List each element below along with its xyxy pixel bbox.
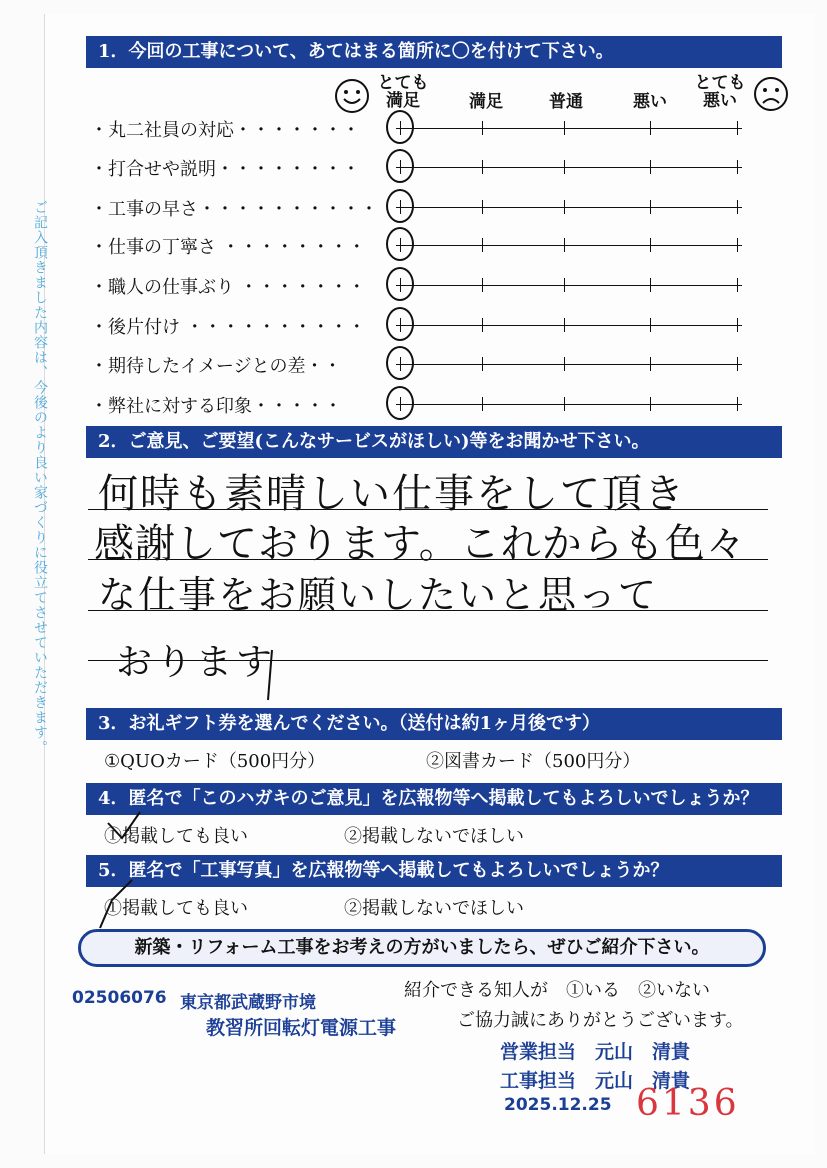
q4-title-bar: 4．匿名で「このハガキのご意見」を広報物等へ掲載してもよろしいでしょうか？ <box>86 783 782 815</box>
q2-title-bar: 2．ご意見、ご要望(こんなサービスがほしい)等をお聞かせ下さい。 <box>86 426 782 458</box>
q1-scale-tick-4[interactable] <box>737 160 738 174</box>
referral-banner <box>78 929 766 967</box>
referral-question: 紹介できる知人が ①いる ②いない <box>404 980 710 1001</box>
q1-scale-tick-1[interactable] <box>482 160 483 174</box>
handwritten-answer-line-2: 感謝しております。これからも色々 <box>94 521 747 567</box>
q1-title-bar: 1．今回の工事について、あてはまる箇所に〇を付けて下さい。 <box>86 36 782 68</box>
scale-very-bad: とても悪い <box>694 73 746 111</box>
q4-option-deny[interactable]: ②掲載しないでほしい <box>344 826 524 847</box>
q1-scale-tick-2[interactable] <box>564 238 565 252</box>
referral-thanks: ご協力誠にありがとうございます。 <box>457 1010 744 1031</box>
construction-rep: 工事担当 元山 清貴 <box>500 1070 691 1092</box>
q1-scale-tick-3[interactable] <box>650 357 651 371</box>
q1-selected-circle <box>386 386 414 420</box>
q1-scale-tick-4[interactable] <box>737 397 738 411</box>
referral-banner-text: 新築・リフォーム工事をお考えの方がいましたら、ぜひご紹介下さい。 <box>134 937 710 958</box>
q1-scale-tick-4[interactable] <box>737 121 738 135</box>
scale-very-satisfied: とても満足 <box>377 73 429 111</box>
q1-scale-tick-3[interactable] <box>650 278 651 292</box>
handwritten-answer-line-4: おります <box>116 642 277 683</box>
smile-face-icon <box>334 78 370 118</box>
q3-option-tosho[interactable]: ②図書カード（500円分） <box>426 751 641 772</box>
q1-scale-tick-4[interactable] <box>737 278 738 292</box>
frown-face-icon <box>753 76 789 116</box>
q1-item-label: ・工事の早さ・・・・・・・・・・ <box>90 199 378 220</box>
q1-scale-tick-2[interactable] <box>564 278 565 292</box>
q1-selected-circle <box>386 267 414 301</box>
q1-selected-circle <box>386 110 414 144</box>
handwritten-answer-line-3: な仕事をお願いしたいと思って <box>98 573 659 617</box>
q1-item-label: ・期待したイメージとの差・・ <box>90 356 342 377</box>
project-name: 教習所回転灯電源工事 <box>206 1017 397 1039</box>
q1-scale-tick-4[interactable] <box>737 318 738 332</box>
q1-scale-tick-4[interactable] <box>737 200 738 214</box>
q1-selected-circle <box>386 189 414 223</box>
q1-scale-tick-2[interactable] <box>564 200 565 214</box>
q1-scale-tick-3[interactable] <box>650 200 651 214</box>
q1-item-label: ・職人の仕事ぶり ・・・・・・・ <box>90 277 366 298</box>
q1-scale-tick-3[interactable] <box>650 121 651 135</box>
date: 2025.12.25 <box>504 1095 612 1115</box>
q1-scale-tick-3[interactable] <box>650 318 651 332</box>
q1-selected-circle <box>386 149 414 183</box>
q1-scale-tick-1[interactable] <box>482 278 483 292</box>
q5-option-allow[interactable]: ①掲載しても良い <box>104 898 248 919</box>
q1-scale-tick-4[interactable] <box>737 238 738 252</box>
scale-satisfied: 満足 <box>469 92 503 112</box>
q1-scale-tick-4[interactable] <box>737 357 738 371</box>
sales-rep: 営業担当 元山 清貴 <box>500 1041 691 1063</box>
q1-scale-tick-1[interactable] <box>482 200 483 214</box>
q1-scale-tick-1[interactable] <box>482 397 483 411</box>
q1-scale-tick-2[interactable] <box>564 121 565 135</box>
q1-scale-tick-3[interactable] <box>650 160 651 174</box>
q1-item-label: ・弊社に対する印象・・・・・ <box>90 396 342 417</box>
handwritten-number: 6136 <box>636 1083 740 1124</box>
q1-scale-tick-2[interactable] <box>564 160 565 174</box>
q1-scale-tick-3[interactable] <box>650 238 651 252</box>
q1-scale-tick-2[interactable] <box>564 357 565 371</box>
scale-normal: 普通 <box>549 92 583 112</box>
q1-scale-tick-1[interactable] <box>482 357 483 371</box>
q1-scale-line <box>396 167 742 168</box>
q3-option-quo[interactable]: ①QUOカード（500円分） <box>104 751 326 772</box>
q1-scale-tick-1[interactable] <box>482 121 483 135</box>
q1-selected-circle <box>386 346 414 380</box>
scale-bad: 悪い <box>633 92 667 112</box>
side-note: ご記入頂きました内容は、今後のより良い家づくりに役立てさせていただきます。 <box>32 200 48 755</box>
q1-scale-line <box>396 364 742 365</box>
q1-scale-line <box>396 404 742 405</box>
q1-item-label: ・丸二社員の対応・・・・・・・ <box>90 120 360 141</box>
customer-code: 02506076 <box>72 988 167 1008</box>
q1-scale-line <box>396 207 742 208</box>
q1-scale-tick-3[interactable] <box>650 397 651 411</box>
q1-scale-tick-2[interactable] <box>564 318 565 332</box>
q1-scale-line <box>396 128 742 129</box>
q1-item-label: ・後片付け ・・・・・・・・・・ <box>90 317 366 338</box>
q1-item-label: ・仕事の丁寧さ ・・・・・・・・ <box>90 237 366 258</box>
q1-scale-tick-1[interactable] <box>482 238 483 252</box>
q1-scale-line <box>396 325 742 326</box>
customer-location: 東京都武蔵野市境 <box>180 993 316 1013</box>
q1-scale-tick-2[interactable] <box>564 397 565 411</box>
q1-selected-circle <box>386 227 414 261</box>
q4-option-allow[interactable]: ①掲載しても良い <box>104 826 248 847</box>
handwritten-answer-line-1: 何時も素晴しい仕事をして頂き <box>98 471 686 517</box>
q1-selected-circle <box>386 307 414 341</box>
q1-scale-line <box>396 285 742 286</box>
q1-scale-tick-1[interactable] <box>482 318 483 332</box>
q3-title-bar: 3．お礼ギフト券を選んでください。（送付は約1ヶ月後です） <box>86 708 782 740</box>
q1-scale-line <box>396 245 742 246</box>
q5-option-deny[interactable]: ②掲載しないでほしい <box>344 898 524 919</box>
q5-title-bar: 5．匿名で「工事写真」を広報物等へ掲載してもよろしいでしょうか？ <box>86 855 782 887</box>
q1-item-label: ・打合せや説明・・・・・・・・ <box>90 159 360 180</box>
